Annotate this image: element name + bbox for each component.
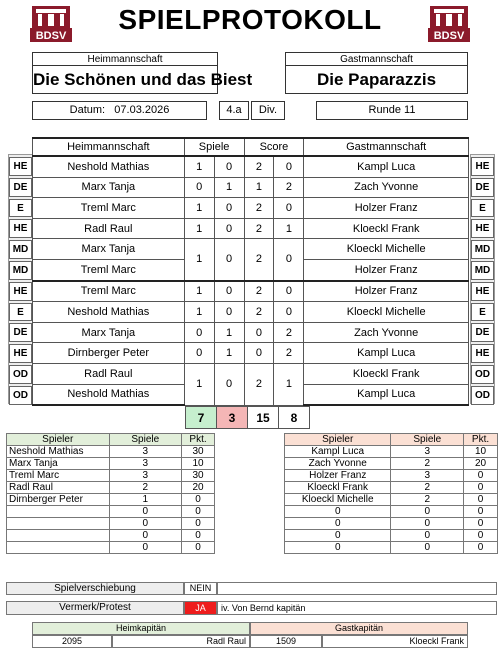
- guest-games: 0: [214, 302, 244, 323]
- stats-row: [285, 494, 498, 506]
- home-player: Treml Marc: [33, 198, 185, 219]
- stats-player: Kampl Luca: [285, 446, 391, 458]
- match-row: [33, 198, 469, 219]
- stats-row: [7, 542, 215, 554]
- match-row: [33, 239, 469, 260]
- home-captain-name: Radl Raul: [112, 635, 250, 648]
- protest-note: iv. Von Bernd kapitän: [217, 601, 497, 615]
- stats-points: 20: [182, 482, 215, 494]
- type-label-left: MD: [9, 261, 32, 280]
- guest-games: 0: [214, 239, 244, 281]
- home-games: 1: [184, 302, 214, 323]
- col-header-games: Spiele: [184, 138, 244, 156]
- type-label-left: HE: [9, 282, 32, 301]
- stats-games: 2: [391, 458, 464, 470]
- stats-row: [285, 482, 498, 494]
- match-table: [32, 137, 469, 406]
- home-games: 1: [184, 239, 214, 281]
- match-row: [33, 156, 469, 177]
- guest-team-name: Die Paparazzis: [285, 65, 468, 94]
- stats-games: 2: [109, 482, 182, 494]
- stats-games: 3: [391, 470, 464, 482]
- stats-player: Kloeckl Michelle: [285, 494, 391, 506]
- home-score: 2: [244, 218, 274, 239]
- stats-row: [285, 506, 498, 518]
- home-player: Marx Tanja: [33, 322, 185, 343]
- home-player: Marx Tanja: [33, 239, 185, 260]
- match-row: [33, 343, 469, 364]
- stats-player: [7, 518, 110, 530]
- guest-player-stats: [284, 433, 498, 554]
- stats-player: Zach Yvonne: [285, 458, 391, 470]
- stats-row: [7, 458, 215, 470]
- stats-points: 0: [464, 542, 498, 554]
- home-score: 1: [244, 177, 274, 198]
- type-label-left: HE: [9, 219, 32, 238]
- stats-points: 10: [464, 446, 498, 458]
- stats-points: 30: [182, 470, 215, 482]
- type-label-right: HE: [471, 344, 494, 363]
- protest-value: JA: [184, 601, 217, 615]
- stats-player: Holzer Franz: [285, 470, 391, 482]
- stats-games: 3: [109, 458, 182, 470]
- type-label-right: HE: [471, 219, 494, 238]
- home-player: Radl Raul: [33, 363, 185, 384]
- home-games: 0: [184, 177, 214, 198]
- stats-points: 0: [464, 494, 498, 506]
- guest-player: Kampl Luca: [304, 156, 469, 177]
- type-label-left: OD: [9, 386, 32, 405]
- stats-points: 0: [182, 506, 215, 518]
- home-player: Neshold Mathias: [33, 156, 185, 177]
- type-label-left: DE: [9, 178, 32, 197]
- total-home-games: 7: [186, 407, 217, 429]
- guest-player: Holzer Franz: [304, 198, 469, 219]
- stats-player: [7, 506, 110, 518]
- guest-player: Zach Yvonne: [304, 322, 469, 343]
- stats-games: 0: [391, 506, 464, 518]
- guest-games: 0: [214, 156, 244, 177]
- stats-player: Treml Marc: [7, 470, 110, 482]
- col-header-score: Score: [244, 138, 304, 156]
- home-captain-label: Heimkapitän: [32, 622, 250, 635]
- stats-player: Dirnberger Peter: [7, 494, 110, 506]
- round-box: Runde 11: [316, 101, 468, 120]
- stats-points: 0: [182, 494, 215, 506]
- home-games: 1: [184, 198, 214, 219]
- home-games: 1: [184, 218, 214, 239]
- guest-player: Holzer Franz: [304, 281, 469, 302]
- guest-score: 0: [274, 156, 304, 177]
- stats-row: [7, 518, 215, 530]
- logo-text: BDSV: [35, 30, 67, 42]
- stats-player: Radl Raul: [7, 482, 110, 494]
- guest-player: Holzer Franz: [304, 259, 469, 280]
- total-home-score: 15: [248, 407, 279, 429]
- type-label-left: DE: [9, 323, 32, 342]
- stats-games: 2: [391, 482, 464, 494]
- home-team-name: Die Schönen und das Biest: [32, 65, 218, 94]
- stats-points: 20: [464, 458, 498, 470]
- guest-games: 0: [214, 363, 244, 405]
- stats-points: 0: [464, 518, 498, 530]
- stats-games: 3: [109, 470, 182, 482]
- stats-row: [7, 470, 215, 482]
- postpone-value: NEIN: [184, 582, 217, 595]
- home-player: Neshold Mathias: [33, 302, 185, 323]
- stats-points: 0: [182, 530, 215, 542]
- guest-score: 1: [274, 363, 304, 405]
- home-games: 1: [184, 363, 214, 405]
- type-label-left: MD: [9, 240, 32, 259]
- home-games: 0: [184, 322, 214, 343]
- stats-games: 3: [109, 446, 182, 458]
- col-header-home: Heimmannschaft: [33, 138, 185, 156]
- stats-row: [7, 494, 215, 506]
- home-stats-header-points: Pkt.: [182, 434, 215, 446]
- stats-player: [7, 542, 110, 554]
- date-box: [32, 101, 207, 120]
- protest-label: Vermerk/Protest: [6, 601, 184, 615]
- stats-games: 0: [109, 518, 182, 530]
- home-games: 0: [184, 343, 214, 364]
- home-score: 2: [244, 156, 274, 177]
- stats-player: Marx Tanja: [7, 458, 110, 470]
- guest-captain-id: 1509: [250, 635, 322, 648]
- type-label-right: DE: [471, 178, 494, 197]
- stats-points: 0: [464, 530, 498, 542]
- stats-points: 0: [464, 470, 498, 482]
- stats-games: 0: [391, 542, 464, 554]
- guest-player: Kloeckl Frank: [304, 363, 469, 384]
- guest-games: 0: [214, 218, 244, 239]
- home-score: 0: [244, 343, 274, 364]
- stats-row: [7, 530, 215, 542]
- stats-games: 1: [109, 494, 182, 506]
- match-row: [33, 322, 469, 343]
- type-label-left: E: [9, 199, 32, 218]
- type-label-left: OD: [9, 365, 32, 384]
- home-stats-header-player: Spieler: [7, 434, 110, 446]
- guest-score: 0: [274, 302, 304, 323]
- type-label-right: DE: [471, 323, 494, 342]
- stats-row: [7, 506, 215, 518]
- home-score: 2: [244, 302, 274, 323]
- guest-score: 0: [274, 281, 304, 302]
- guest-score: 0: [274, 239, 304, 281]
- home-score: 2: [244, 281, 274, 302]
- home-stats-header-games: Spiele: [109, 434, 182, 446]
- stats-games: 0: [109, 542, 182, 554]
- home-player: Treml Marc: [33, 281, 185, 302]
- stats-row: [285, 458, 498, 470]
- postpone-note: [217, 582, 497, 595]
- logo-text: BDSV: [433, 30, 465, 42]
- stats-row: [285, 446, 498, 458]
- type-label-left: E: [9, 303, 32, 322]
- home-score: 0: [244, 322, 274, 343]
- guest-games: 0: [214, 198, 244, 219]
- stats-games: 0: [109, 530, 182, 542]
- guest-player: Kloeckl Frank: [304, 218, 469, 239]
- stats-points: 0: [464, 482, 498, 494]
- type-label-right: MD: [471, 240, 494, 259]
- guest-score: 0: [274, 198, 304, 219]
- stats-games: 3: [391, 446, 464, 458]
- guest-captain-name: Kloeckl Frank: [322, 635, 468, 648]
- guest-games: 1: [214, 322, 244, 343]
- stats-points: 0: [464, 506, 498, 518]
- postpone-label: Spielverschiebung: [6, 582, 184, 595]
- guest-stats-header-player: Spieler: [285, 434, 391, 446]
- stats-points: 0: [182, 542, 215, 554]
- type-label-right: OD: [471, 365, 494, 384]
- home-player-stats: [6, 433, 215, 554]
- home-games: 1: [184, 281, 214, 302]
- totals-row: [185, 406, 310, 429]
- guest-player: Kloeckl Michelle: [304, 239, 469, 260]
- type-label-left: HE: [9, 157, 32, 176]
- guest-games: 1: [214, 343, 244, 364]
- home-player: Treml Marc: [33, 259, 185, 280]
- stats-games: 2: [391, 494, 464, 506]
- stats-player: 0: [285, 506, 391, 518]
- stats-row: [7, 446, 215, 458]
- match-row: [33, 218, 469, 239]
- col-header-guest: Gastmannschaft: [304, 138, 469, 156]
- stats-points: 0: [182, 518, 215, 530]
- type-label-right: E: [471, 199, 494, 218]
- match-row: [33, 363, 469, 384]
- guest-score: 2: [274, 343, 304, 364]
- guest-stats-header-points: Pkt.: [464, 434, 498, 446]
- guest-team-label: Gastmannschaft: [285, 52, 468, 66]
- stats-player: 0: [285, 518, 391, 530]
- guest-score: 1: [274, 218, 304, 239]
- guest-captain-label: Gastkapitän: [250, 622, 468, 635]
- home-player: Radl Raul: [33, 218, 185, 239]
- type-label-right: HE: [471, 282, 494, 301]
- stats-row: [285, 530, 498, 542]
- home-team-label: Heimmannschaft: [32, 52, 218, 66]
- date-value: 07.03.2026: [114, 104, 170, 116]
- stats-row: [285, 518, 498, 530]
- home-score: 2: [244, 239, 274, 281]
- guest-games: 1: [214, 177, 244, 198]
- guest-score: 2: [274, 322, 304, 343]
- type-label-left: HE: [9, 344, 32, 363]
- stats-row: [285, 542, 498, 554]
- type-label-right: E: [471, 303, 494, 322]
- league-box: 4.a: [219, 101, 249, 120]
- guest-player: Kampl Luca: [304, 384, 469, 405]
- home-player: Neshold Mathias: [33, 384, 185, 405]
- stats-games: 0: [391, 530, 464, 542]
- match-row: [33, 302, 469, 323]
- stats-player: Kloeckl Frank: [285, 482, 391, 494]
- type-label-right: MD: [471, 261, 494, 280]
- guest-player: Kloeckl Michelle: [304, 302, 469, 323]
- stats-row: [285, 470, 498, 482]
- guest-stats-header-games: Spiele: [391, 434, 464, 446]
- stats-points: 30: [182, 446, 215, 458]
- stats-player: Neshold Mathias: [7, 446, 110, 458]
- stats-points: 10: [182, 458, 215, 470]
- home-player: Marx Tanja: [33, 177, 185, 198]
- home-score: 2: [244, 363, 274, 405]
- stats-games: 0: [391, 518, 464, 530]
- guest-games: 0: [214, 281, 244, 302]
- type-label-right: OD: [471, 386, 494, 405]
- date-label: Datum:: [69, 104, 106, 116]
- stats-games: 0: [109, 506, 182, 518]
- match-row: [33, 177, 469, 198]
- guest-player: Zach Yvonne: [304, 177, 469, 198]
- div-label: Div.: [251, 101, 285, 120]
- total-guest-score: 8: [279, 407, 310, 429]
- stats-player: 0: [285, 542, 391, 554]
- match-row: [33, 281, 469, 302]
- home-games: 1: [184, 156, 214, 177]
- total-guest-games: 3: [217, 407, 248, 429]
- home-player: Dirnberger Peter: [33, 343, 185, 364]
- stats-row: [7, 482, 215, 494]
- type-label-right: HE: [471, 157, 494, 176]
- home-score: 2: [244, 198, 274, 219]
- page-title: SPIELPROTOKOLL: [118, 4, 382, 35]
- stats-player: 0: [285, 530, 391, 542]
- guest-score: 2: [274, 177, 304, 198]
- stats-player: [7, 530, 110, 542]
- guest-player: Kampl Luca: [304, 343, 469, 364]
- home-captain-id: 2095: [32, 635, 112, 648]
